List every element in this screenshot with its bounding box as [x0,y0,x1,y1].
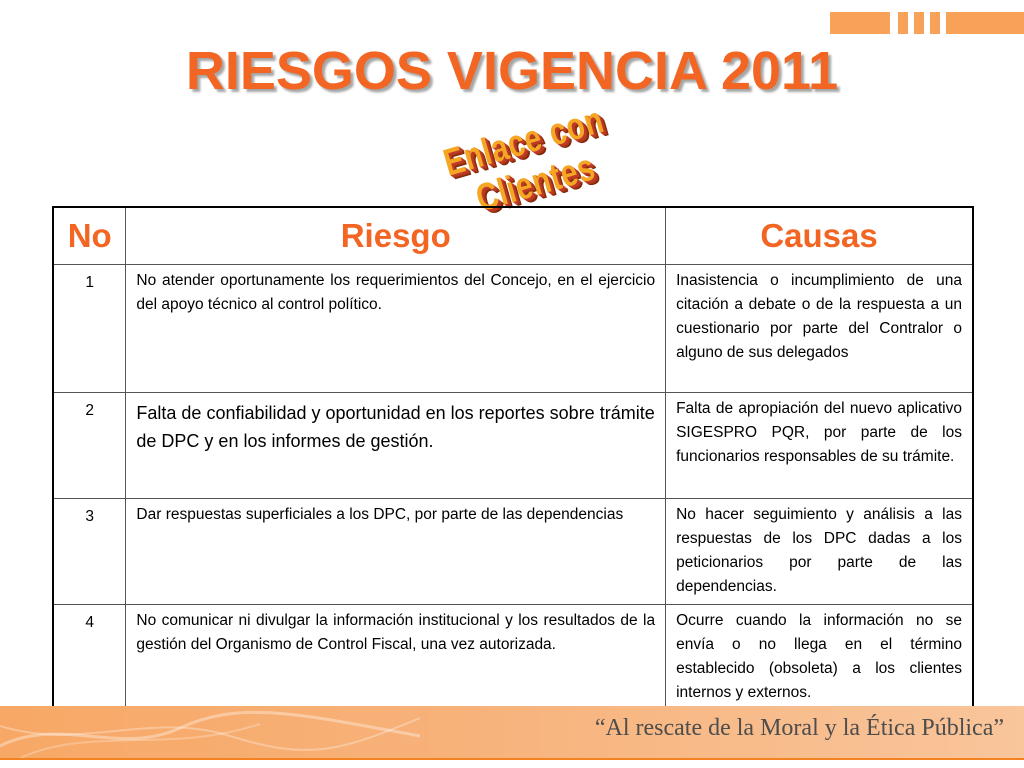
risk-cell: No comunicar ni divulgar la información institucional y los resultados de la gestión del Organismo de Control Fiscal, una vez autorizada. [126,605,666,711]
risk-cell: Falta de confiabilidad y oportunidad en los reportes sobre trámite de DPC y en los informes de gestión. [126,393,666,499]
column-header-riesgo: Riesgo [126,207,666,265]
column-header-causas: Causas [666,207,973,265]
table-row [53,393,973,499]
table-row [53,265,973,393]
column-header-no: No [53,207,126,265]
footer-slogan: “Al rescate de la Moral y la Ética Pública” [594,715,1004,741]
table-header-row [53,207,973,265]
cause-cell: No hacer seguimiento y análisis a las respuestas de los DPC dadas a los peticionarios por parte de las dependencias. [666,499,973,605]
row-number: 4 [53,605,126,711]
decorative-stripes [830,12,1024,34]
table-row [53,499,973,605]
table-row [53,605,973,711]
row-number: 2 [53,393,126,499]
footer-swirl-decoration [0,706,420,758]
slide-subtitle: Enlace con Clientes [439,99,609,221]
cause-cell: Inasistencia o incumplimiento de una citación a debate o de la respuesta a un cuestionario por parte del Contralor o alguno de sus delegados [666,265,973,393]
cause-cell: Falta de apropiación del nuevo aplicativo SIGESPRO PQR, por parte de los funcionarios responsables de su trámite. [666,393,973,499]
row-number: 3 [53,499,126,605]
cause-cell: Ocurre cuando la información no se envía o no llega en el término establecido (obsoleta) a los clientes internos y externos. [666,605,973,711]
risk-cell: No atender oportunamente los requerimientos del Concejo, en el ejercicio del apoyo técnico al control político. [126,265,666,393]
risks-table [52,206,974,712]
footer-line [0,758,1024,760]
row-number: 1 [53,265,126,393]
footer-band [0,706,1024,768]
slide-title: RIESGOS VIGENCIA 2011 [185,41,839,101]
subtitle-wordart [360,82,720,221]
risk-cell: Dar respuestas superficiales a los DPC, por parte de las dependencias [126,499,666,605]
